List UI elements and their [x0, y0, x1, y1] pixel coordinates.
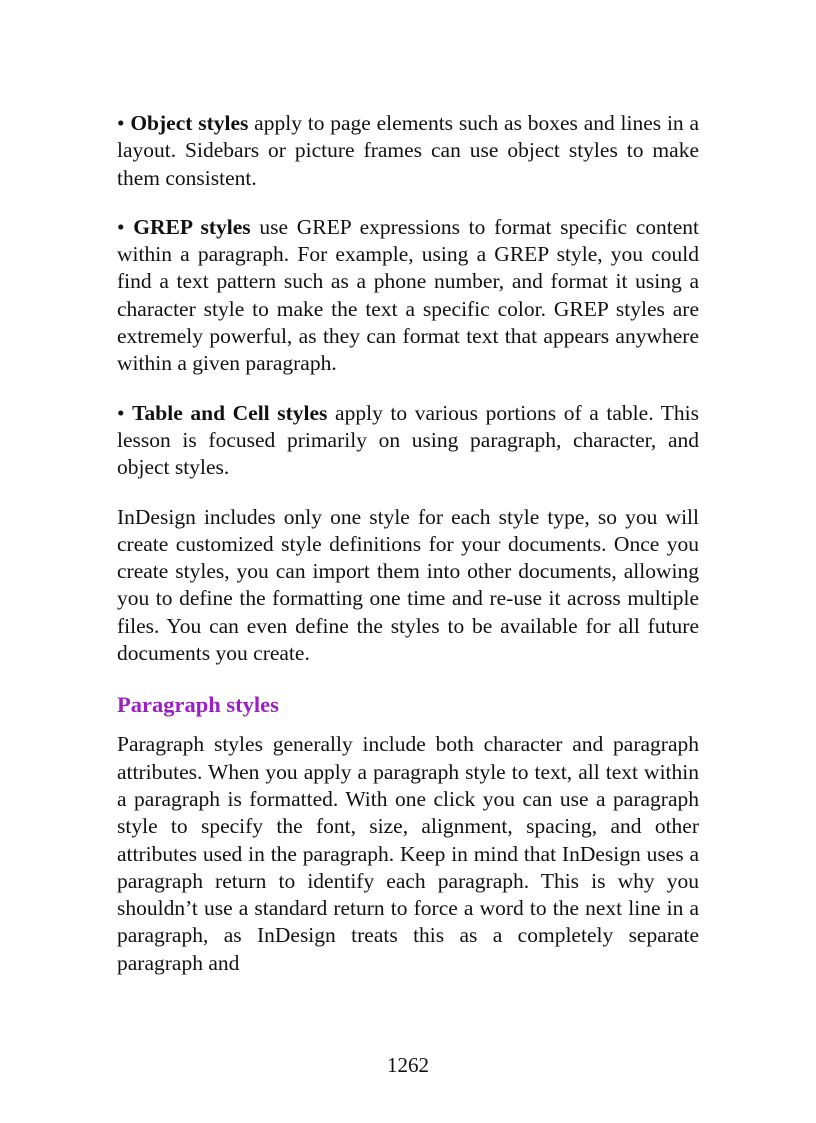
intro-paragraph: InDesign includes only one style for each style type, so you will create customized style definitions for your documents. Once you create styles, you can import them into other documents, allowing you to define the formatting one time and re-use it across multiple files. You can even define the styles to be available for all future documents you create. [117, 504, 699, 666]
bullet-text: apply to various portions of a table. This lesson is focused primarily on using paragraph, character, and object styles. [117, 400, 700, 480]
bullet-marker: • [117, 400, 125, 425]
bullet-term: Table and Cell styles [132, 400, 328, 425]
page-number: 1262 [387, 1053, 429, 1077]
section-paragraph: Paragraph styles generally include both character and paragraph attributes. When you apply a paragraph style to text, all text within a paragraph is formatted. With one click you can use a paragraph style to specify the font, size, alignment, spacing, and other attributes used in the paragraph. Keep in mind that InDesign uses a paragraph return to identify each paragraph. This is why you shouldn’t use a standard return to force a word to the next line in a paragraph, as InDesign treats this as a completely separate paragraph and [117, 732, 699, 975]
bullet-text: apply to page elements such as boxes and lines in a layout. Sidebars or picture frames can use object styles to make them consistent. [117, 111, 700, 190]
bullet-table-cell-styles [117, 400, 699, 482]
section-heading: Paragraph styles [117, 692, 279, 718]
bullet-term: GREP styles [133, 214, 251, 239]
page-content [117, 110, 699, 999]
bullet-term: Object styles [130, 111, 249, 135]
bullet-object-styles [117, 110, 699, 192]
bullet-marker: • [117, 111, 125, 135]
bullet-grep-styles [117, 214, 699, 378]
bullet-text: use GREP expressions to format specific content within a paragraph. For example, using a GREP style, you could find a text pattern such as a phone number, and format it using a character style to make the text a specific color. GREP styles are extremely powerful, as they can format text that appears anywhere within a given paragraph. [117, 214, 699, 376]
bullet-marker: • [117, 214, 125, 239]
